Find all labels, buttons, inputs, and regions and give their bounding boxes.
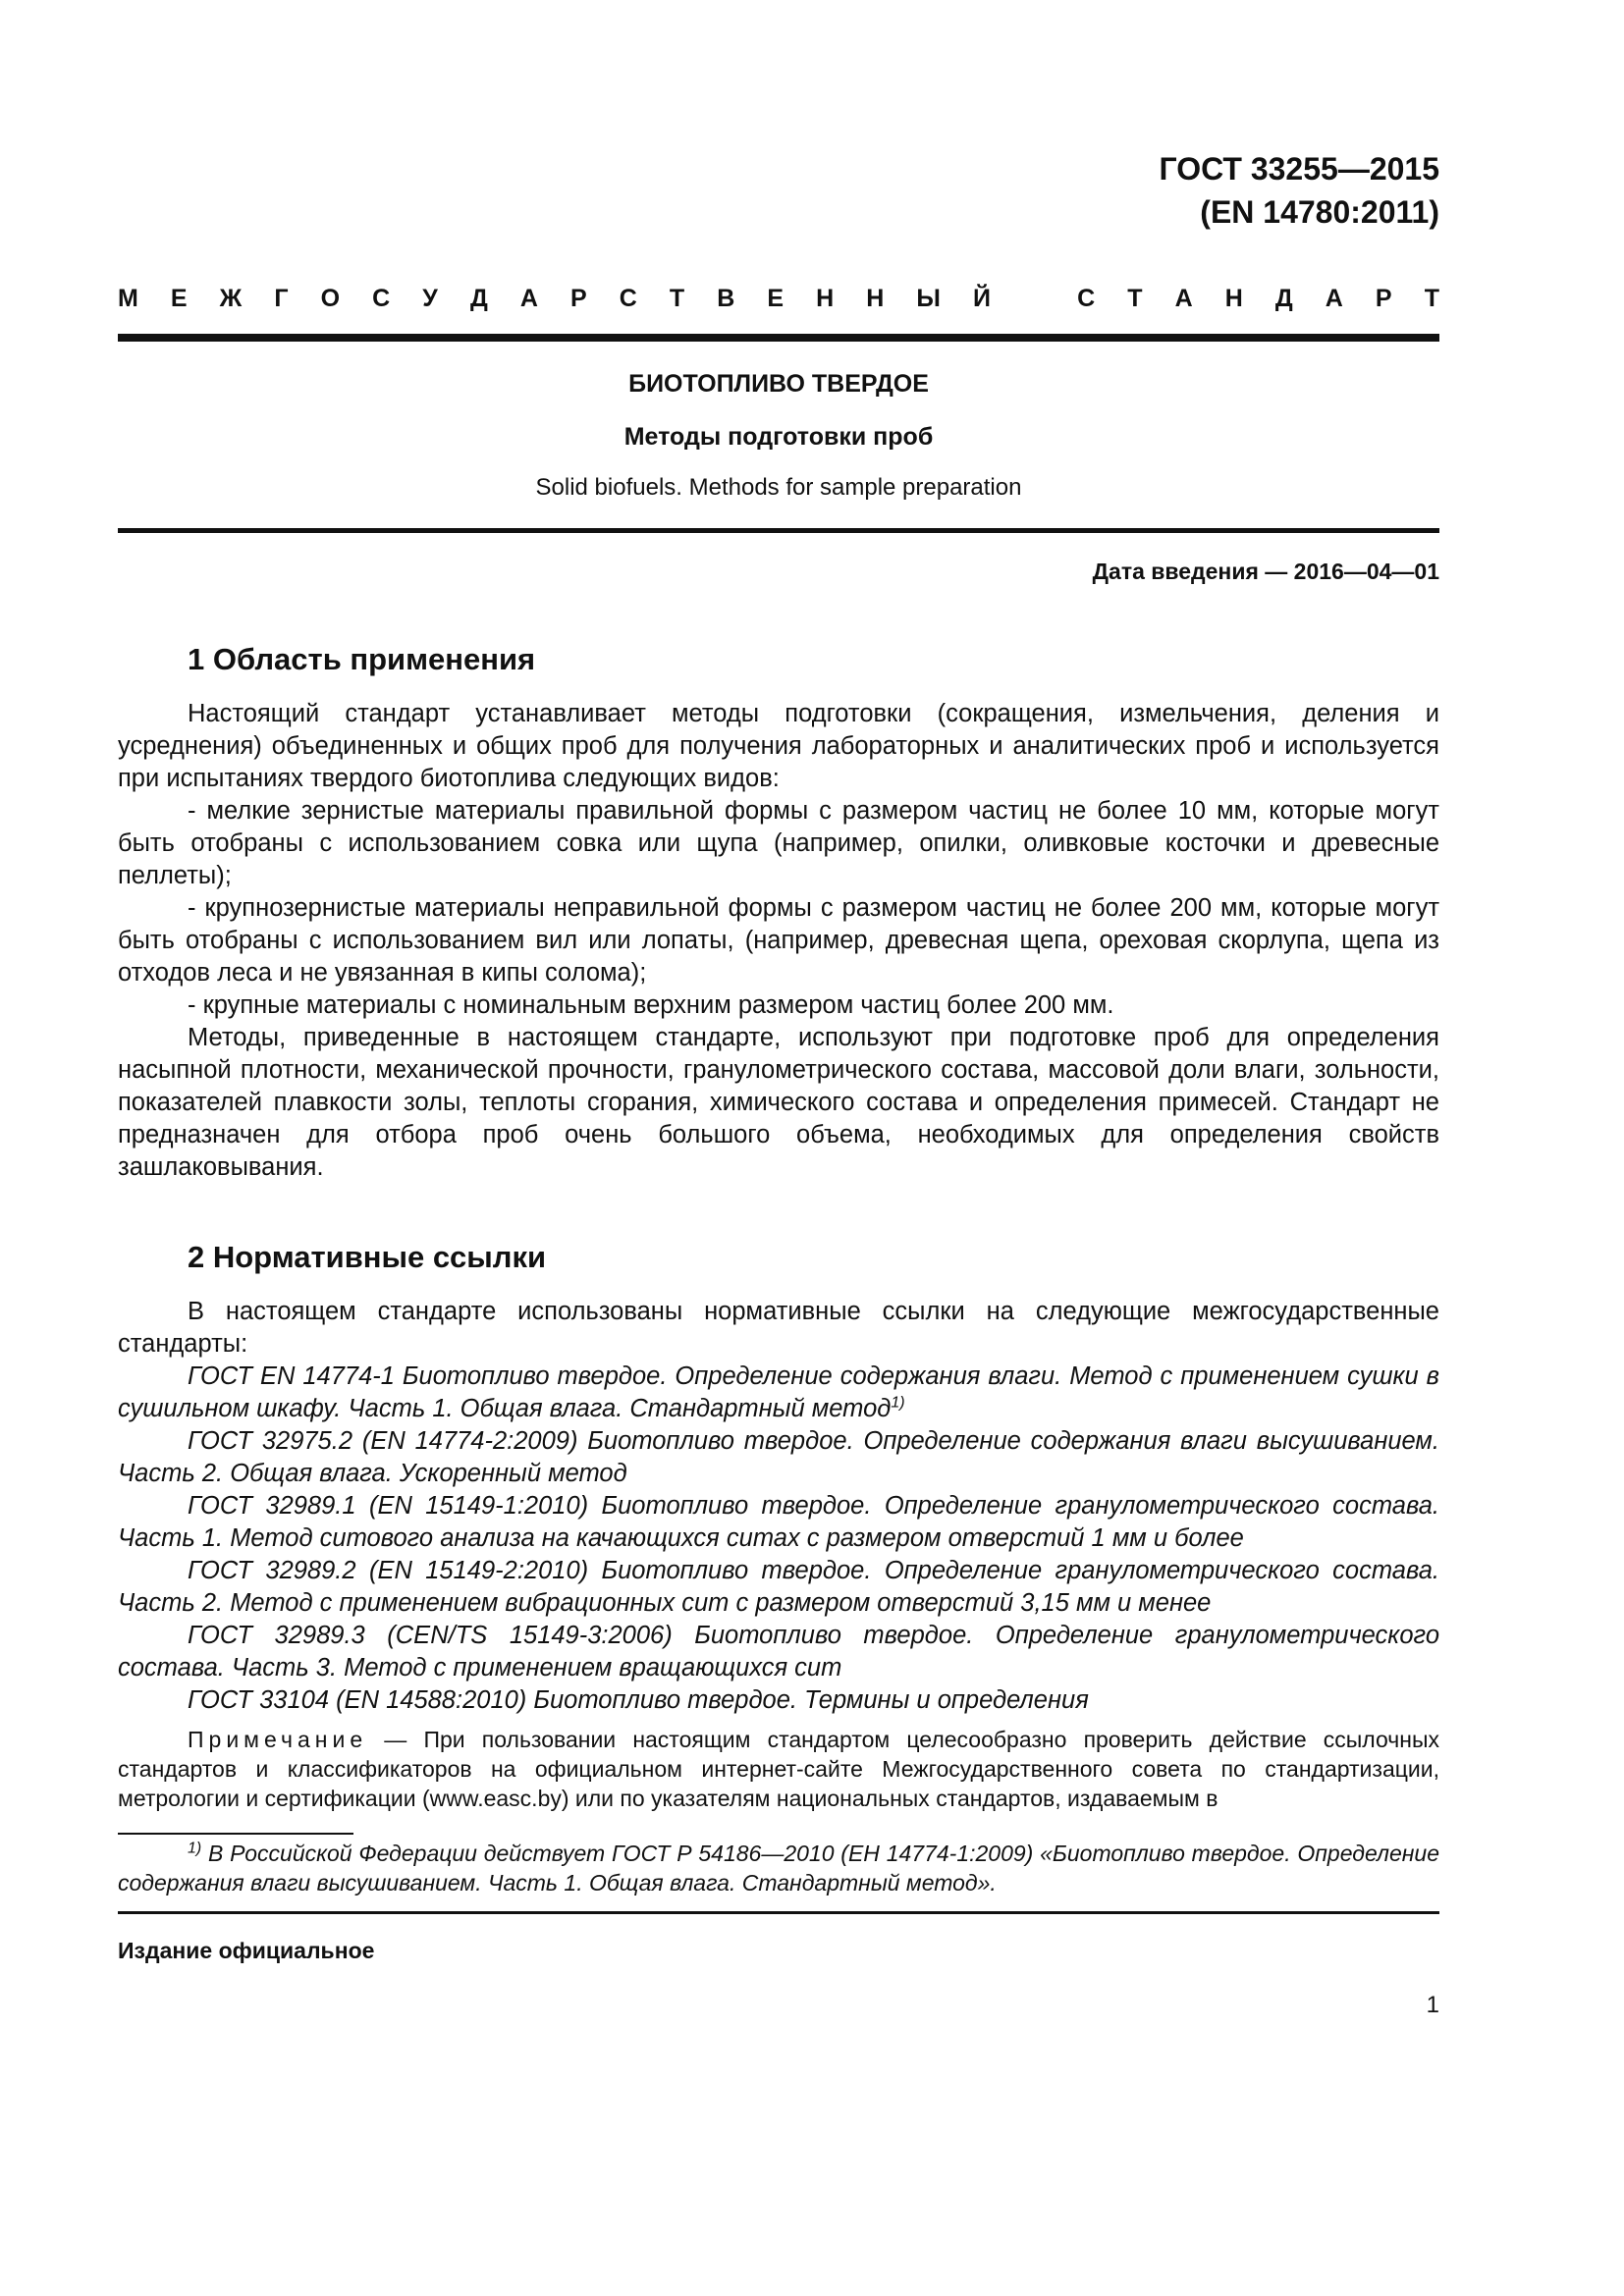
footnote-marker: 1)	[188, 1840, 202, 1857]
standard-label-letter: Ж	[219, 285, 243, 312]
standard-label-letter: Г	[274, 285, 289, 312]
standard-label-letter: Е	[767, 285, 785, 312]
note-text: — При пользовании настоящим стандартом целесообразно проверить действие ссылочных стандартов и классификаторов на официальном интернет-сайте Межгосударственного совета по стандартизации, метрологии и сертификации (www.easc.by) или по указателям национальных стандартов, издаваемым в	[118, 1727, 1439, 1811]
normative-reference: ГОСТ 33104 (EN 14588:2010) Биотопливо твердое. Термины и определения	[188, 1686, 1089, 1714]
section-1-heading: 1 Область применения	[188, 642, 536, 676]
standard-label-letter: А	[519, 285, 538, 312]
section-2-intro: В настоящем стандарте использованы нормативные ссылки на следующие межгосударственные стандарты:	[118, 1298, 1439, 1358]
standard-label-letter: С	[619, 285, 637, 312]
standard-label-letter: Е	[170, 285, 188, 312]
standard-label-letter: С	[1077, 285, 1096, 312]
gost-number: ГОСТ 33255—2015	[1159, 151, 1439, 187]
standard-label-letter: Р	[569, 285, 587, 312]
note-label: Примечание	[188, 1727, 368, 1752]
standard-label-letter: О	[320, 285, 341, 312]
standard-label-letter: Т	[669, 285, 685, 312]
normative-reference: ГОСТ 32989.3 (CEN/TS 15149-3:2006) Биотопливо твердое. Определение гранулометрического состава. Часть 3. Метод с применением вращающихся сит	[118, 1622, 1439, 1682]
official-edition-label: Издание официальное	[118, 1938, 375, 1963]
section-1-paragraph: Методы, приведенные в настоящем стандарте, используют при подготовке проб для определения насыпной плотности, механической прочности, гранулометрического состава, массовой доли влаги, зольности, показателей плавкости золы, теплоты сгорания, химического состава и определения примесей. Стандарт не предназначен для отбора проб очень большого объема, необходимых для определения свойств зашлаковывания.	[118, 1024, 1439, 1181]
footnote-marker[interactable]: 1)	[891, 1394, 905, 1412]
title-rule	[118, 528, 1439, 533]
reference-text: ГОСТ EN 14774-1 Биотопливо твердое. Определение содержания влаги. Метод с применением сушки в сушильном шкафу. Часть 1. Общая влага. Стандартный метод	[118, 1362, 1439, 1422]
standard-label-letter: Т	[1127, 285, 1143, 312]
page-number: 1	[1426, 1992, 1439, 2018]
standard-label-letter: Р	[1375, 285, 1392, 312]
section-1-paragraph: - мелкие зернистые материалы правильной формы с размером частиц не более 10 мм, которые могут быть отобраны с использованием совка или щупа (например, опилки, оливковые косточки и древесные пеллеты);	[118, 797, 1439, 889]
standard-label-letter: В	[717, 285, 735, 312]
section-2-heading: 2 Нормативные ссылки	[188, 1240, 547, 1274]
standard-label-letter: Д	[1274, 285, 1293, 312]
standard-label-letter: Д	[469, 285, 488, 312]
standard-label-letter: М	[118, 285, 138, 312]
standard-label-letter: Ы	[916, 285, 941, 312]
en-number: (EN 14780:2011)	[1200, 194, 1439, 230]
document-title-english: Solid biofuels. Methods for sample preparation	[535, 474, 1022, 501]
normative-reference	[118, 1361, 1439, 1425]
standard-label-letter: Н	[1224, 285, 1243, 312]
normative-reference: ГОСТ 32989.2 (EN 15149-2:2010) Биотопливо твердое. Определение гранулометрического состава. Часть 2. Метод с применением вибрационных сит с размером отверстий 3,15 мм и менее	[118, 1557, 1439, 1617]
interstate-standard-label	[118, 285, 1439, 312]
standard-label-letter: Н	[866, 285, 885, 312]
document-number	[118, 147, 1439, 234]
standard-label-letter: У	[422, 285, 438, 312]
introduction-date: Дата введения — 2016—04—01	[1092, 559, 1439, 584]
note	[118, 1725, 1439, 1813]
standard-label-letter: С	[372, 285, 391, 312]
standard-label-letter: Т	[1424, 285, 1439, 312]
document-subtitle: Методы подготовки проб	[623, 423, 934, 451]
document-page	[118, 147, 1439, 2019]
standard-label-letter: А	[1174, 285, 1193, 312]
footnote-text: В Российской Федерации действует ГОСТ Р 54186—2010 (ЕН 14774-1:2009) «Биотопливо твердое. Определение содержания влаги высушиванием. Часть 1. Общая влага. Стандартный метод».	[118, 1841, 1439, 1896]
header-rule	[118, 334, 1439, 342]
footnote-rule	[118, 1833, 353, 1835]
section-1-paragraph: - крупные материалы с номинальным верхним размером частиц более 200 мм.	[188, 991, 1114, 1019]
standard-label-letter: Й	[972, 285, 991, 312]
standard-label-letter: Н	[816, 285, 835, 312]
normative-reference: ГОСТ 32989.1 (EN 15149-1:2010) Биотопливо твердое. Определение гранулометрического состава. Часть 1. Метод ситового анализа на качающихся ситах с размером отверстий 1 мм и более	[118, 1492, 1439, 1552]
section-1-paragraph: Настоящий стандарт устанавливает методы подготовки (сокращения, измельчения, деления и усреднения) объединенных и общих проб для получения лабораторных и аналитических проб и используется при испытаниях твердого биотоплива следующих видов:	[118, 700, 1439, 792]
section-1-paragraph: - крупнозернистые материалы неправильной формы с размером частиц не более 200 мм, которые могут быть отобраны с использованием вил или лопаты, (например, древесная щепа, ореховая скорлупа, щепа из отходов леса и не увязанная в кипы солома);	[118, 894, 1439, 987]
standard-label-letter	[1023, 285, 1045, 312]
footer-rule	[118, 1911, 1439, 1914]
standard-label-letter: А	[1325, 285, 1343, 312]
normative-reference: ГОСТ 32975.2 (EN 14774-2:2009) Биотопливо твердое. Определение содержания влаги высушиванием. Часть 2. Общая влага. Ускоренный метод	[118, 1427, 1439, 1487]
document-title: БИОТОПЛИВО ТВЕРДОЕ	[628, 370, 929, 398]
footnote	[118, 1839, 1439, 1897]
